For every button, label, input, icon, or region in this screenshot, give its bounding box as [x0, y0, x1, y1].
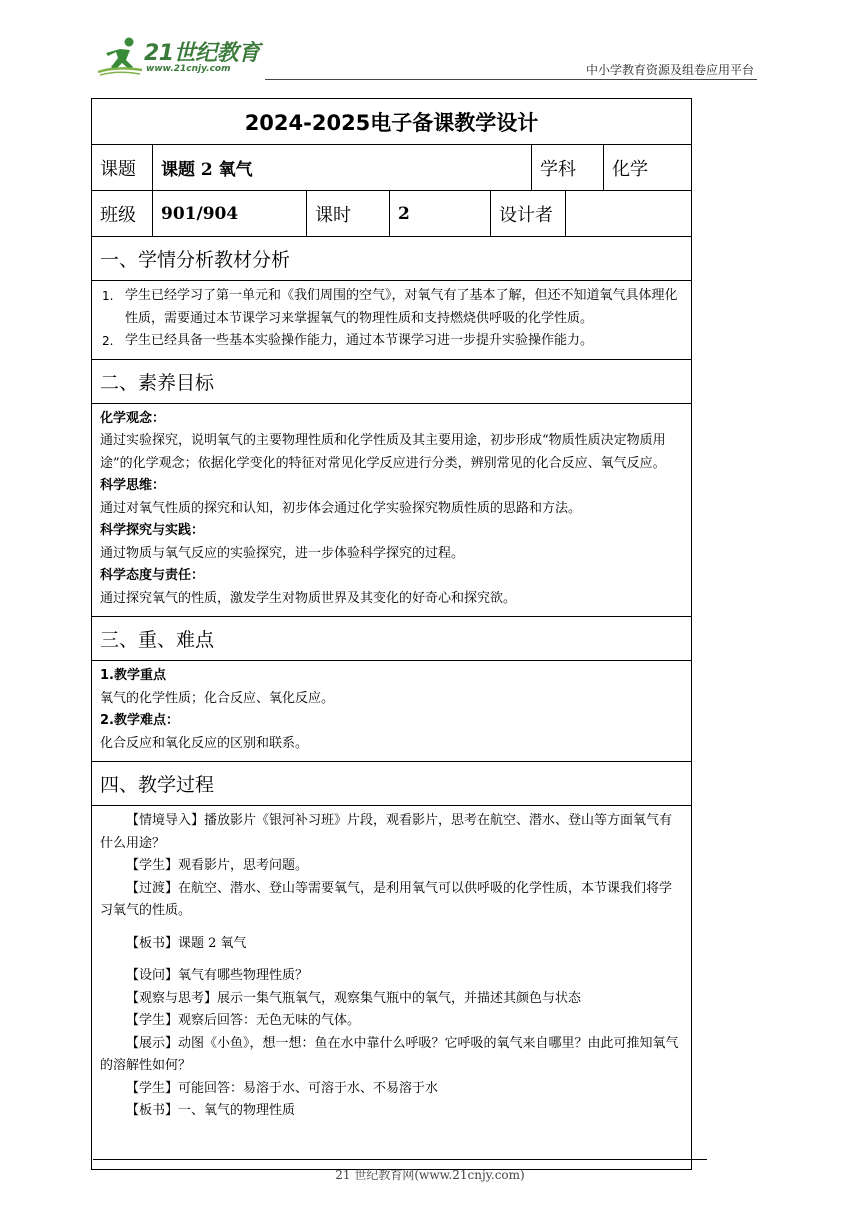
list-number: 2. [102, 334, 114, 348]
section-title: 四、教学过程 [92, 762, 692, 806]
paragraph: 化合反应和氧化反应的区别和联系。 [100, 735, 309, 751]
paragraph: 通过对氧气性质的探究和认知，初步体会通过化学实验探究物质性质的思路和方法。 [100, 500, 582, 516]
analysis-content [92, 281, 692, 360]
subheading: 2.教学难点： [100, 713, 179, 728]
subheading: 科学思维： [100, 478, 166, 493]
subject-label: 学科 [532, 145, 604, 191]
teaching-process-content [92, 806, 692, 1170]
spacer [100, 955, 683, 965]
paragraph: 【学生】可能回答：易溶于水、可溶于水、不易溶于水 [126, 1080, 439, 1096]
paragraph: 【板书】一、氧气的物理性质 [126, 1103, 296, 1118]
subheading: 科学探究与实践： [100, 523, 205, 538]
list-item [100, 330, 683, 353]
class-value: 901/904 [153, 191, 307, 237]
period-label: 课时 [307, 191, 390, 237]
class-label: 班级 [92, 191, 153, 237]
list-text: 学生已经具备一些基本实验操作能力，通过本节课学习进一步提升实验操作能力。 [125, 333, 594, 348]
lesson-plan-table [91, 98, 692, 1170]
paragraph: 【展示】动图《小鱼》，想一想：鱼在水中靠什么呼吸？它呼吸的氧气来自哪里？由此可推知氧气的溶解性如何？ [100, 1035, 679, 1073]
paragraph: 【情境导入】播放影片《银河补习班》片段，观看影片，思考在航空、潜水、登山等方面氧气有什么用途？ [100, 813, 673, 851]
designer-label: 设计者 [491, 191, 566, 237]
key-points-content [92, 661, 692, 762]
spacer [100, 923, 683, 933]
section-title: 三、重、难点 [92, 617, 692, 661]
page-header [0, 0, 860, 90]
section-title: 二、素养目标 [92, 359, 692, 403]
list-number: 1. [102, 289, 114, 303]
logo-url: www.21cnjy.com [146, 64, 231, 74]
paragraph: 通过实验探究，说明氧气的主要物理性质和化学性质及其主要用途，初步形成“物质性质决定物质用途”的化学观念；依据化学变化的特征对常见化学反应进行分类，辨别常见的化合反应、氧气反应。 [100, 433, 666, 471]
document-title: 2024-2025电子备课教学设计 [92, 99, 692, 145]
paragraph: 【观察与思考】展示一集气瓶氧气，观察集气瓶中的氧气，并描述其颜色与状态 [126, 990, 582, 1006]
paragraph: 氧气的化学性质；化合反应、氧化反应。 [100, 690, 335, 706]
topic-value: 课题 2 氧气 [153, 145, 532, 191]
logo-wordmark: 21世纪教育 [144, 41, 260, 66]
period-value: 2 [390, 191, 491, 237]
paragraph: 通过探究氧气的性质，激发学生对物质世界及其变化的好奇心和探究欲。 [100, 590, 517, 606]
footer-text: 21 世纪教育网(www.21cnjy.com) [335, 1168, 525, 1182]
subject-value: 化学 [604, 145, 692, 191]
paragraph: 【设问】氧气有哪些物理性质？ [126, 968, 309, 983]
header-divider [265, 79, 757, 80]
subheading: 科学态度与责任： [100, 568, 205, 583]
subheading: 1.教学重点 [100, 668, 166, 683]
paragraph: 【过渡】在航空、潜水、登山等需要氧气，是利用氧气可以供呼吸的化学性质，本节课我们将学习氧气的性质。 [100, 880, 673, 918]
topic-label: 课题 [92, 145, 153, 191]
list-item [100, 285, 683, 330]
goals-content [92, 403, 692, 617]
list-text: 学生已经学习了第一单元和《我们周围的空气》，对氧气有了基本了解，但还不知道氧气具体理化性质，需要通过本节课学习来掌握氧气的物理性质和支持燃烧供呼吸的化学性质。 [125, 288, 678, 326]
paragraph: 【板书】课题 2 氧气 [126, 935, 247, 951]
paragraph: 【学生】观看影片，思考问题。 [126, 858, 309, 873]
footer-divider [93, 1159, 707, 1160]
platform-name: 中小学教育资源及组卷应用平台 [585, 63, 754, 77]
paragraph: 通过物质与氧气反应的实验探究，进一步体验科学探究的过程。 [100, 545, 465, 561]
brand-logo [96, 36, 261, 78]
section-title: 一、学情分析教材分析 [92, 237, 692, 281]
designer-value [566, 191, 692, 237]
paragraph: 【学生】观察后回答：无色无味的气体。 [126, 1013, 361, 1028]
runner-logo-icon [96, 36, 146, 76]
subheading: 化学观念： [100, 410, 166, 426]
